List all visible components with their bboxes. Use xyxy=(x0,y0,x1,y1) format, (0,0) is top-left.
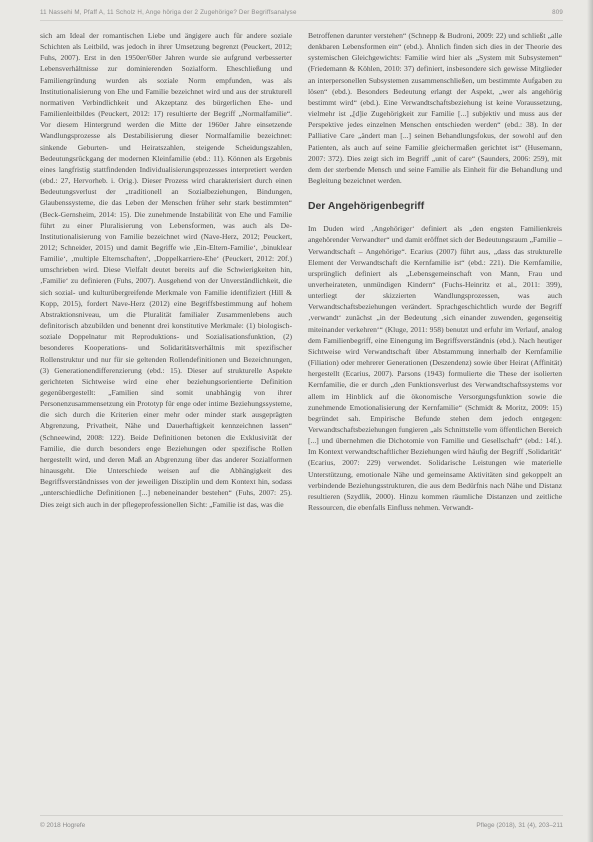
running-header-citation: 11 Nassehi M, Pfaff A, 11 Scholz H, Ange höriga der 2 Zugehörige? Der Begriffsanalyse xyxy=(40,8,297,16)
right-column-body-top: Betroffenen darunter verstehen“ (Schnepp & Budroni, 2009: 22) und schließt „alle denkbaren Lebensformen ein“ (ebd.). Ähnlich finden sich dies in der Theorie des systemischen Gleichgewichts: Familie wird hier als „System mit Subsystemen“ (Friedemann & Köhlen, 2010: 37) definiert, insbesondere sich gewisse Mitglieder an interpersonellen Subsystemen zusammenschließen, um bestimmte Aufgaben zu lösen“ (ebd.). Besonders Bedeutung erlangt der Aspekt, „wer als angehörig bestimmt wird“ (ebd.). Eine Verwandtschaftsbeziehung ist keine Voraussetzung, vielmehr ist „[d]ie Zugehörigkeit zur Familie [...] subjektiv und muss aus der Perspektive jedes einzelnen Menschen entschieden werden“ (ebd.: 38). In der Palliative Care „ändert man [...] seinen Behandlungsfokus, der sowohl auf den Patienten, als auch auf seine Familie gleichermaßen gerichtet ist“ (Husemann, 2007: 372). Dies zeigt sich im Begriff „unit of care“ (Saunders, 2006: 259), mit dem der sterbende Mensch und seine Familie als Einheit für die Behandlung und Begleitung bezeichnet werden. xyxy=(308,31,562,186)
header-rule xyxy=(40,20,563,21)
left-column xyxy=(40,30,292,510)
page-edge-shadow xyxy=(587,0,593,842)
right-column-body-bottom: Im Duden wird ‚Angehöriger‘ definiert als „den engsten Familienkreis angehörender Verwandter“ und damit eröffnet sich der Bedeutungsraum „Familie – Verwandtschaft – Angehörige“. Ecarius (2007) führt aus, „dass das strukturelle Element der Verwandtschaft die Kernfamilie ist“ (ebd.: 221). Die Kernfamilie, ursprünglich definiert als „Lebensgemeinschaft von Mann, Frau und unverheirateten, unmündigen Kindern“ (Fuchs-Heinritz et al., 2011: 399), unterliegt der skizzierten Wandlungsprozessen, was auch Verwandtschaftsbeziehungen verändert. Sprachgeschichtlich wurde der Begriff ‚verwandt‘ zunächst „in der Bedeutung ‚sich einander zuwenden, gegenseitig miteinander verkehren‘“ (Kluge, 2011: 958) benutzt und erfuhr im Verlauf, analog dem Familienbegriff, eine Einengung im Begriffsverständnis (ebd.). Nach heutiger Sichtweise wird Verwandtschaft über Abstammung innerhalb der Kernfamilie (Filiation) oder mehrerer Generationen (Deszendenz) sowie über Heirat (Affinität) hergestellt (Ecarius, 2007). Parsons (1943) formulierte die These der isolierten Kernfamilie, die er durch „den Funktionsverlust des Verwandtschaftssystems vor allem im Hinblick auf die ökonomische Versorgungsfunktion sowie die zunehmende Emotionalisierung der Kernfamilie“ (Schmidt & Moritz, 2009: 15) begründet sah. Empirische Befunde stehen dem jedoch entgegen: Verwandtschaftsbeziehungen fungieren „als Schnittstelle vom öffentlichen Bereich [...] und übernehmen die Dichotomie von Familie und Gesellschaft“ (ebd.: 14f.). Im Kontext verwandtschaftlicher Beziehungen wird häufig der Begriff ‚Solidarität‘ (Ecarius, 2007: 229) verwendet. Solidarische Leistungen wie materielle Unterstützung, emotionale Nähe und gemeinsame Aktivitäten sind gekoppelt an verbindende Beziehungsstrukturen, die aus dem Bedürfnis nach Nähe und Distanz resultieren (Szydlik, 2000). Hinzu kommen räumliche Distanzen und zeitliche Ressourcen, die ebenfalls Einfluss nehmen. Verwandt- xyxy=(308,224,562,513)
section-heading: Der Angehörigenbegriff xyxy=(308,201,425,213)
left-column-body: sich am Ideal der romantischen Liebe und ängigere auch für andere soziale Schichten als Leitbild, was jedoch in ihrer Umsetzung begrenzt (Peuckert, 2012; Fuhs, 2007). Erst in den 1950er/60er Jahren wurde sie aufgrund verbesserter Lebensverhältnisse zur dominierenden Sozialform. Eheschließung und Familiengründung wurden als soziale Norm empfunden, was als Institutionalisierung von Ehe und Familie bezeichnet wird und aus der strukturell normativen Verbindlichkeit und Akzeptanz des bürgerlichen Ehe- und Familienleitbildes (Peuckert, 2012: 17) resultierte der Begriff „Normalfamilie“. Vor diesem Hintergrund werden die Mitte der 1960er Jahre einsetzende Wandlungsprozesse als Destabilisierung dieser Normalfamilie bezeichnet: sinkende Geburten- und Heiratszahlen, steigende Scheidungszahlen, Bedeutungsrückgang der modernen Kleinfamilie (ebd.: 11). Können als Ergebnis eines langfristig stattfindenden Individualisierungsprozesses interpretiert werden (ebd.: 27, Hervorheb. i. Orig.). Dieser Prozess wird charakterisiert durch einen Bedeutungsverlust der „traditionell an Sozialbeziehungen, Bindungen, Glaubenssysteme, die das Leben der Menschen früher sehr stark bestimmten“ (Beck-Gernsheim, 2014: 15). Die zunehmende Instabilität von Ehe und Familie führt zu einer Pluralisierung von Lebensformen, was auch als De-Institutionalisierung von Familie bezeichnet wird (Nave-Herz, 2012; Peuckert, 2012; Schneider, 2015) und damit Begriffe wie ‚Ein-Eltern-Familie‘, ‚binuklear Familie‘, ‚multiple Elternschaften‘, ‚Doppelkarriere-Ehe‘ (Peuckert, 2012: 20f.) umschrieben wird. Diese Vielfalt deutet bereits auf die Schwierigkeiten hin, ‚Familie‘ zu definieren (Fuhs, 2007). Ausgehend von der Unverständlichkeit, die sich sozial- und kulturübergreifende Merkmale von Familie identifiziert (Hill & Kopp, 2015), fordert Nave-Herz (2012) eine Begriffsbestimmung auf hohem Abstraktionsniveau, um die Pluralität familialer Zusammenlebens auch definitorisch abzubilden und benennt drei konstitutive Merkmale: (1) biologisch-soziale Doppelnatur mit Reproduktions- und Sozialisationsfunktion, (2) besonderes Kooperations- und Solidaritätsverhältnis mit spezifischer Rollenstruktur und nur für sie geltenden Rollendefinitionen und Bezeichnungen, (3) Generationendifferenzierung (ebd.: 15). Dieser auf strukturelle Aspekte gerichteten Sichtweise wird eine eher beziehungsorientierte Definition gegenübergestellt: „Familien sind somit unabhängig von ihrer Personenzusammensetzung ein Prototyp für enge oder intime Beziehungssysteme, die sich durch die Kriterien einer mehr oder minder stark ausgeprägten Abgrenzung, Privatheit, Nähe und Dauerhaftigkeit kennzeichnen lassen“ (Schneewind, 2008: 122). Beide Definitionen betonen die Exklusivität der Familie, die durch besonders enge Beziehungen oder spezifische Rollen hergestellt wird, und deren Maß an Abgrenzung über das anderer Sozialformen hinausgeht. Die Unterschiede weisen auf die Abhängigkeit des Begriffsverständnisses von der jeweiligen Disziplin und dem Kontext hin, sodass „unterschiedliche Definitionen [...] nebeneinander bestehen“ (Fuhs, 2007: 25). Dies zeigt sich auch in der pflegeprofessionellen Sicht: „Familie ist das, was die xyxy=(40,31,292,509)
footer-rule xyxy=(40,815,563,816)
running-footer xyxy=(40,818,563,832)
journal-citation: Pflege (2018), 31 (4), 203–211 xyxy=(476,821,563,829)
running-header xyxy=(40,4,563,20)
copyright-notice: © 2018 Hogrefe xyxy=(40,821,86,829)
page-number: 809 xyxy=(552,8,563,16)
right-column xyxy=(308,30,562,513)
